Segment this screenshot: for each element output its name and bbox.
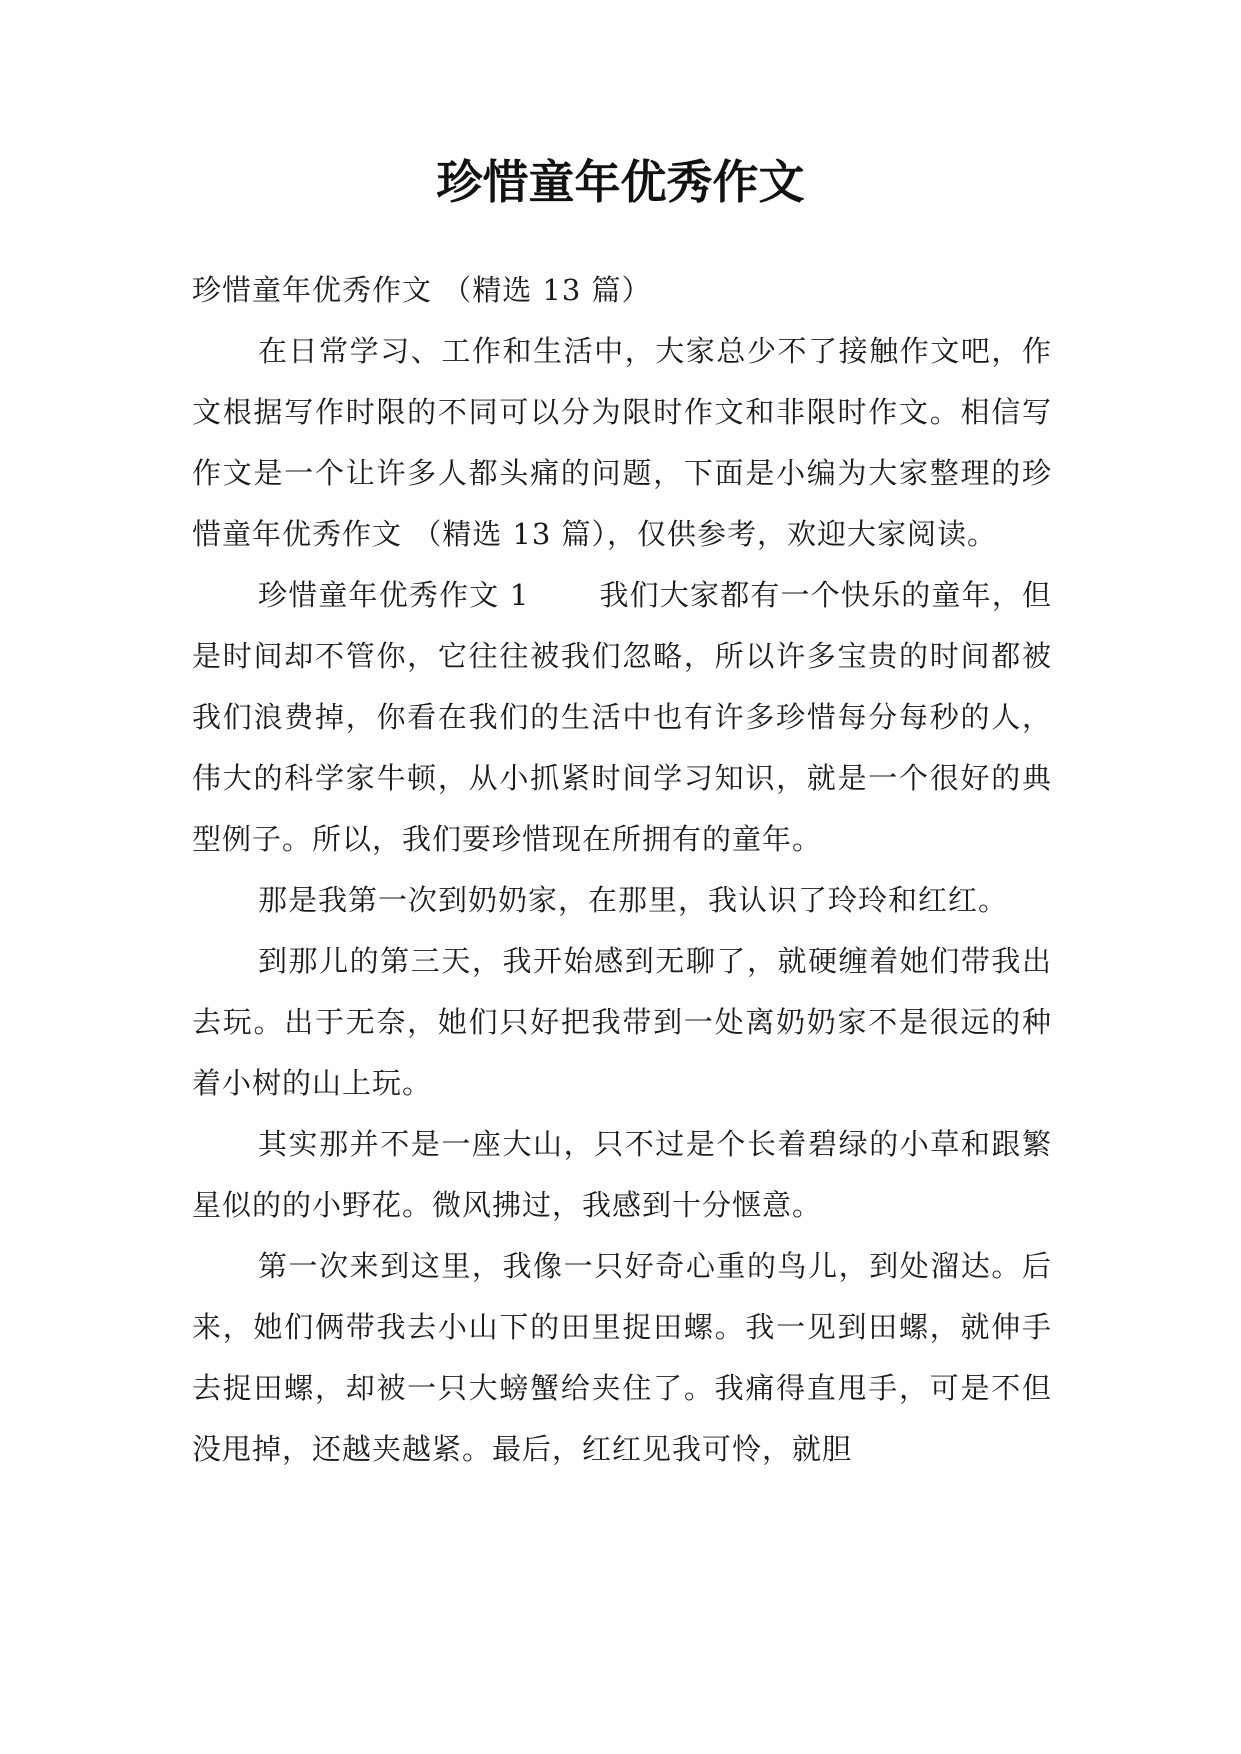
intro-paragraph: 在日常学习、工作和生活中，大家总少不了接触作文吧，作文根据写作时限的不同可以分为限时作文和非限时作文。相信写作文是一个让许多人都头痛的问题，下面是小编为大家整理的珍惜童年优秀作文 （精选 13 篇），仅供参考，欢迎大家阅读。 [192, 334, 1052, 551]
document-body [192, 260, 1052, 1480]
document-subtitle: 珍惜童年优秀作文 （精选 13 篇） [192, 273, 652, 307]
body-paragraph: 到那儿的第三天，我开始感到无聊了，就硬缠着她们带我出去玩。出于无奈，她们只好把我带到一处离奶奶家不是很远的种着小树的山上玩。 [192, 944, 1052, 1100]
essay-1-heading: 珍惜童年优秀作文 1 [258, 578, 530, 612]
body-paragraph: 那是我第一次到奶奶家，在那里，我认识了玲玲和红红。 [258, 883, 1009, 917]
body-paragraph: 其实那并不是一座大山，只不过是个长着碧绿的小草和跟繁星似的的小野花。微风拂过，我感到十分惬意。 [192, 1127, 1052, 1222]
essay-1-text: 我们大家都有一个快乐的童年，但是时间却不管你，它往往被我们忽略，所以许多宝贵的时间都被我们浪费掉，你看在我们的生活中也有许多珍惜每分每秒的人，伟大的科学家牛顿，从小抓紧时间学习知识，就是一个很好的典型例子。所以，我们要珍惜现在所拥有的童年。 [192, 578, 1052, 856]
body-paragraph: 第一次来到这里，我像一只好奇心重的鸟儿，到处溜达。后来，她们俩带我去小山下的田里捉田螺。我一见到田螺，就伸手去捉田螺，却被一只大螃蟹给夹住了。我痛得直甩手，可是不但没甩掉，还越夹越紧。最后，红红见我可怜，就胆 [192, 1249, 1052, 1466]
document-title: 珍惜童年优秀作文 [436, 155, 805, 209]
essay-1-paragraph [192, 565, 1052, 870]
